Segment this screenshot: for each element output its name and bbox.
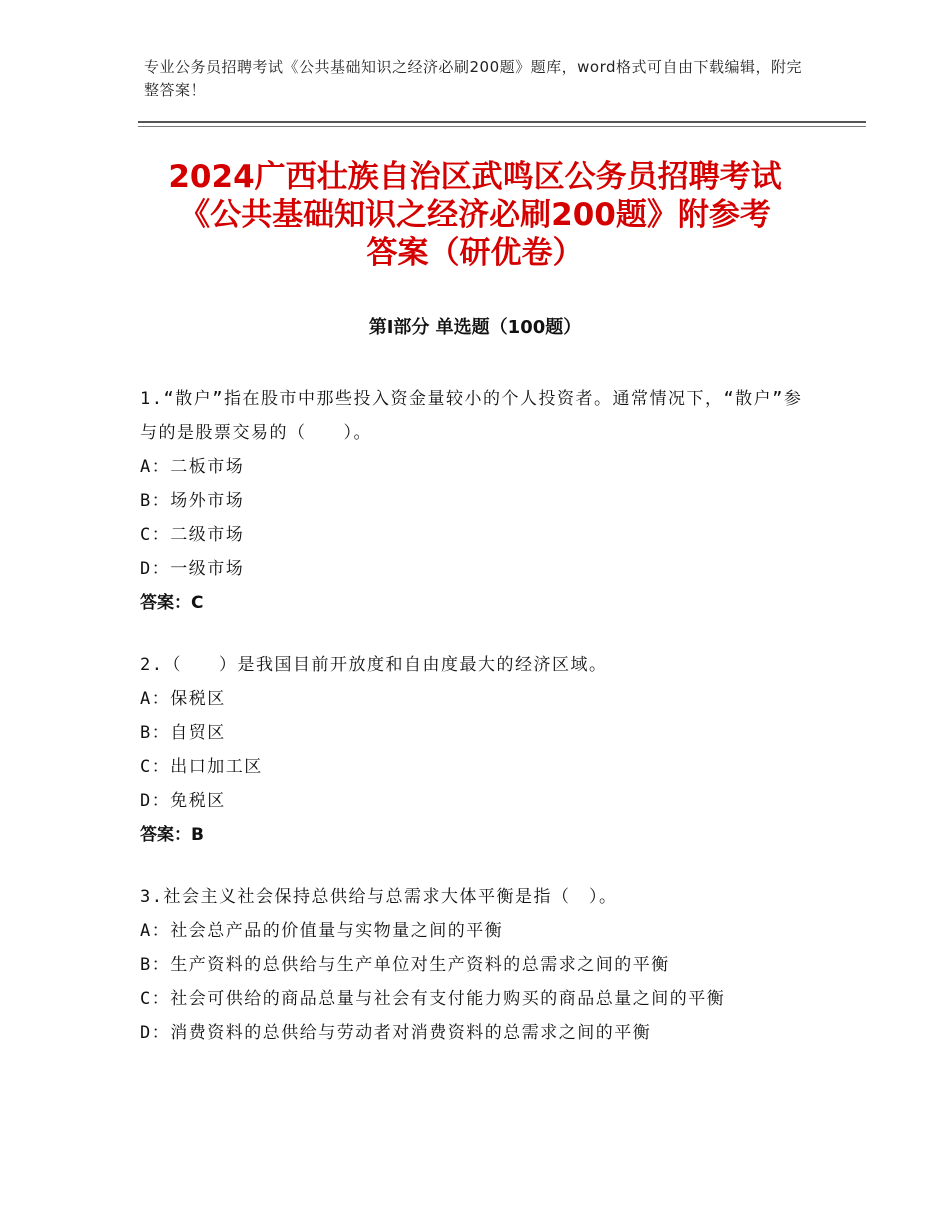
option-c: C：社会可供给的商品总量与社会有支付能力购买的商品总量之间的平衡	[140, 989, 726, 1009]
answer: 答案：C	[140, 593, 204, 613]
question-stem: 3.社会主义社会保持总供给与总需求大体平衡是指（ ）。	[140, 887, 618, 907]
header-note: 专业公务员招聘考试《公共基础知识之经济必刷200题》题库，word格式可自由下载编辑，附完整答案！	[144, 58, 803, 99]
option-d: D：免税区	[140, 791, 226, 811]
option-b: B：生产资料的总供给与生产单位对生产资料的总需求之间的平衡	[140, 955, 670, 975]
option-a: A：保税区	[140, 689, 226, 709]
question-stem: 1.“散户”指在股市中那些投入资金量较小的个人投资者。通常情况下，“散户”参与的是股票交易的（ ）。	[140, 389, 803, 443]
document-title	[110, 158, 840, 272]
option-c: C：出口加工区	[140, 757, 263, 777]
option-d: D：消费资料的总供给与劳动者对消费资料的总需求之间的平衡	[140, 1023, 652, 1043]
header-divider-thick	[138, 121, 866, 123]
title-line-2: 《公共基础知识之经济必刷200题》附参考	[179, 197, 771, 233]
option-d: D：一级市场	[140, 559, 245, 579]
title-line-3: 答案（研优卷）	[366, 235, 584, 271]
option-a: A：社会总产品的价值量与实物量之间的平衡	[140, 921, 504, 941]
title-line-1: 2024广西壮族自治区武鸣区公务员招聘考试	[168, 159, 782, 195]
question-3	[140, 880, 820, 1050]
answer: 答案：B	[140, 825, 204, 845]
question-stem: 2.（ ）是我国目前开放度和自由度最大的经济区域。	[140, 655, 608, 675]
option-a: A：二板市场	[140, 457, 245, 477]
question-2	[140, 648, 820, 852]
option-c: C：二级市场	[140, 525, 245, 545]
question-list	[140, 382, 820, 1078]
option-b: B：场外市场	[140, 491, 245, 511]
question-1	[140, 382, 820, 620]
header-divider-thin	[138, 126, 866, 127]
section-title: 第Ⅰ部分 单选题（100题）	[368, 317, 582, 338]
option-b: B：自贸区	[140, 723, 226, 743]
